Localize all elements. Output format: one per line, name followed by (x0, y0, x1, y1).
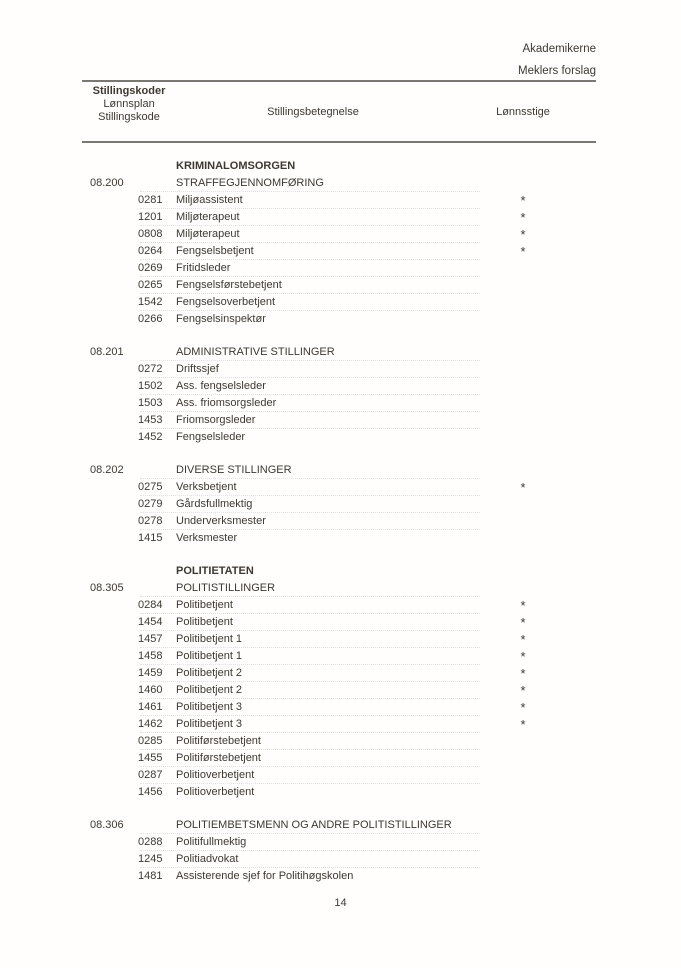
position-row (82, 648, 596, 665)
position-title-cell: Politibetjent 2 (176, 684, 243, 696)
lonnsstige-cell (450, 158, 596, 175)
plan-section (82, 344, 596, 446)
position-row (82, 361, 596, 378)
asterisk-marker: * (520, 244, 526, 259)
plan-code-cell (82, 733, 138, 750)
plan-code-cell (82, 294, 138, 311)
lonnsstige-cell (450, 530, 596, 547)
position-row (82, 784, 596, 801)
position-code-cell: 0808 (138, 228, 163, 240)
position-code-cell (138, 158, 176, 175)
header-lonnsplan-label: Lønnsplan (103, 98, 155, 110)
position-row (82, 311, 596, 328)
position-code-cell: 1245 (138, 853, 163, 865)
position-title-cell: Driftssjef (176, 363, 219, 375)
position-row (82, 834, 596, 851)
position-title-cell: Verksbetjent (176, 481, 237, 493)
plan-section (82, 462, 596, 547)
position-code-cell: 0287 (138, 769, 163, 781)
lonnsstige-cell (450, 361, 596, 378)
position-row (82, 750, 596, 767)
plan-section (82, 563, 596, 801)
position-code-cell: 1415 (138, 532, 163, 544)
position-code-cell: 0266 (138, 313, 163, 325)
position-code-cell: 1481 (138, 870, 163, 882)
proposal-label: Meklers forslag (518, 65, 596, 77)
position-row (82, 682, 596, 699)
position-title-cell: Politioverbetjent (176, 786, 255, 798)
plan-code-cell (82, 479, 138, 496)
position-code-cell: 1454 (138, 616, 163, 628)
position-code-cell: 1452 (138, 431, 163, 443)
asterisk-marker: * (520, 666, 526, 681)
position-row (82, 665, 596, 682)
asterisk-marker: * (520, 683, 526, 698)
plan-code-cell (82, 378, 138, 395)
position-row (82, 851, 596, 868)
position-code-cell: 1456 (138, 786, 163, 798)
lonnsstige-cell (450, 767, 596, 784)
position-code-cell: 1455 (138, 752, 163, 764)
plan-code-cell (82, 665, 138, 682)
position-title-cell: Politibetjent 3 (176, 701, 243, 713)
plan-code-cell (82, 750, 138, 767)
lonnsstige-cell (450, 834, 596, 851)
lonnsstige-cell (450, 851, 596, 868)
lonnsstige-cell (450, 784, 596, 801)
plan-code-cell (82, 597, 138, 614)
position-title-cell: Miljøassistent (176, 194, 243, 206)
lonnsstige-cell (450, 429, 596, 446)
position-code-cell: 1453 (138, 414, 163, 426)
lonnsstige-cell (450, 563, 596, 580)
position-row (82, 767, 596, 784)
position-row (82, 733, 596, 750)
position-title-cell: Politibetjent 3 (176, 718, 243, 730)
position-title-cell: Ass. friomsorgsleder (176, 397, 277, 409)
asterisk-marker: * (520, 649, 526, 664)
position-title-cell: Miljøterapeut (176, 228, 240, 240)
lonnsstige-cell (450, 344, 596, 361)
asterisk-marker: * (520, 632, 526, 647)
position-title-cell: Politioverbetjent (176, 769, 255, 781)
column-header-stillingskoder (82, 82, 176, 141)
plan-heading-row (82, 175, 596, 192)
position-code-cell: 1457 (138, 633, 163, 645)
position-code-cell: 0288 (138, 836, 163, 848)
plan-code-cell (82, 243, 138, 260)
position-code-cell: 1458 (138, 650, 163, 662)
position-title-cell: STRAFFEGJENNOMFØRING (176, 177, 324, 189)
position-row (82, 277, 596, 294)
position-code-cell (138, 563, 176, 580)
plan-code-cell (82, 429, 138, 446)
asterisk-marker: * (520, 227, 526, 242)
position-code-cell (138, 175, 176, 192)
position-code-cell: 0272 (138, 363, 163, 375)
plan-code-cell (82, 412, 138, 429)
position-row (82, 530, 596, 547)
position-row (82, 716, 596, 733)
position-title-cell: Fengselsbetjent (176, 245, 254, 257)
column-header-lonnsstige: Lønnsstige (496, 105, 550, 118)
position-code-cell: 1502 (138, 380, 163, 392)
lonnsstige-cell (450, 733, 596, 750)
position-code-cell (138, 462, 176, 479)
plan-code-cell (82, 784, 138, 801)
table-body (82, 143, 596, 885)
position-row (82, 614, 596, 631)
lonnsstige-cell (450, 378, 596, 395)
plan-code-cell (82, 311, 138, 328)
position-title-cell: Politibetjent 2 (176, 667, 243, 679)
position-code-cell: 0281 (138, 194, 163, 206)
plan-code-cell: 08.202 (90, 464, 124, 476)
position-title-cell: Politiadvokat (176, 853, 239, 865)
position-code-cell: 1461 (138, 701, 163, 713)
group-title-row (82, 563, 596, 580)
lonnsstige-cell (450, 395, 596, 412)
position-row (82, 226, 596, 243)
position-title-cell: Politibetjent 1 (176, 650, 243, 662)
plan-code-cell: 08.200 (90, 177, 124, 189)
position-title-cell: Politibetjent 1 (176, 633, 243, 645)
lonnsstige-cell (450, 462, 596, 479)
position-code-cell: 0278 (138, 515, 163, 527)
position-row (82, 209, 596, 226)
position-title-cell: Politibetjent (176, 599, 233, 611)
position-row (82, 597, 596, 614)
plan-code-cell (82, 868, 138, 885)
plan-heading-row (82, 580, 596, 597)
plan-code-cell (82, 226, 138, 243)
position-title-cell: Fengselsførstebetjent (176, 279, 282, 291)
position-code-cell: 0284 (138, 599, 163, 611)
position-code-cell: 0285 (138, 735, 163, 747)
position-row (82, 395, 596, 412)
page-footer (0, 897, 681, 909)
position-code-cell (138, 580, 176, 597)
lonnsstige-cell (450, 175, 596, 192)
plan-code-cell (82, 277, 138, 294)
header-stillingskode-label: Stillingskode (98, 111, 160, 123)
asterisk-marker: * (520, 210, 526, 225)
plan-heading-row (82, 462, 596, 479)
lonnsstige-cell (450, 750, 596, 767)
position-code-cell (138, 817, 176, 834)
position-title-cell: DIVERSE STILLINGER (176, 464, 292, 476)
table-header (82, 80, 596, 143)
position-title-cell: Underverksmester (176, 515, 266, 527)
header-stillingskoder-title: Stillingskoder (92, 85, 166, 97)
plan-section (82, 158, 596, 328)
asterisk-marker: * (520, 717, 526, 732)
document-corner-header (518, 38, 596, 82)
position-row (82, 631, 596, 648)
position-row (82, 513, 596, 530)
position-code-cell: 0275 (138, 481, 163, 493)
plan-code-cell (82, 648, 138, 665)
position-title-cell: Politibetjent (176, 616, 233, 628)
position-row (82, 192, 596, 209)
plan-code-cell (82, 192, 138, 209)
plan-code-cell (82, 834, 138, 851)
plan-heading-row (82, 817, 596, 834)
position-title-cell: Politifullmektig (176, 836, 247, 848)
position-code-cell: 1459 (138, 667, 163, 679)
plan-code-cell: 08.305 (90, 582, 124, 594)
position-title-cell: Assisterende sjef for Politihøgskolen (176, 870, 354, 882)
position-code-cell: 1503 (138, 397, 163, 409)
position-title-cell: POLITIETATEN (176, 565, 254, 577)
lonnsstige-cell (450, 412, 596, 429)
column-header-stillingsbetegnelse: Stillingsbetegnelse (267, 105, 359, 118)
plan-code-cell: 08.306 (90, 819, 124, 831)
plan-code-cell (82, 614, 138, 631)
plan-code-cell (82, 158, 138, 175)
position-row (82, 496, 596, 513)
position-title-cell: Fritidsleder (176, 262, 231, 274)
position-title-cell: Fengselsinspektør (176, 313, 266, 325)
position-code-cell: 0264 (138, 245, 163, 257)
plan-code-cell (82, 767, 138, 784)
plan-code-cell (82, 209, 138, 226)
position-title-cell: Fengselsoverbetjent (176, 296, 276, 308)
position-title-cell: Politiførstebetjent (176, 735, 261, 747)
position-code-cell: 1201 (138, 211, 163, 223)
position-row (82, 868, 596, 885)
position-row (82, 243, 596, 260)
position-code-cell: 1542 (138, 296, 163, 308)
position-title-cell: POLITISTILLINGER (176, 582, 276, 594)
plan-heading-row (82, 344, 596, 361)
org-name: Akademikerne (522, 43, 596, 55)
position-code-cell: 0269 (138, 262, 163, 274)
position-title-cell: KRIMINALOMSORGEN (176, 160, 296, 172)
asterisk-marker: * (520, 193, 526, 208)
lonnsstige-cell (450, 260, 596, 277)
plan-code-cell: 08.201 (90, 346, 124, 358)
position-code-cell (138, 344, 176, 361)
plan-code-cell (82, 851, 138, 868)
asterisk-marker: * (520, 480, 526, 495)
plan-code-cell (82, 260, 138, 277)
position-row (82, 294, 596, 311)
position-title-cell: Ass. fengselsleder (176, 380, 266, 392)
page-number: 14 (334, 897, 347, 909)
position-code-cell: 1462 (138, 718, 163, 730)
position-title-cell: Fengselsleder (176, 431, 246, 443)
plan-code-cell (82, 496, 138, 513)
asterisk-marker: * (520, 700, 526, 715)
plan-code-cell (82, 563, 138, 580)
group-title-row (82, 158, 596, 175)
position-row (82, 378, 596, 395)
lonnsstige-cell (450, 277, 596, 294)
plan-code-cell (82, 699, 138, 716)
position-title-cell: Miljøterapeut (176, 211, 240, 223)
position-title-cell: Politiførstebetjent (176, 752, 261, 764)
position-title-cell: Verksmester (176, 532, 238, 544)
plan-code-cell (82, 631, 138, 648)
position-row (82, 412, 596, 429)
lonnsstige-cell (450, 868, 596, 885)
lonnsstige-cell (450, 580, 596, 597)
position-title-cell: Gårdsfullmektig (176, 498, 253, 510)
position-row (82, 699, 596, 716)
position-row (82, 429, 596, 446)
plan-code-cell (82, 682, 138, 699)
lonnsstige-cell (450, 311, 596, 328)
position-title-cell: ADMINISTRATIVE STILLINGER (176, 346, 335, 358)
lonnsstige-cell (450, 817, 596, 834)
position-row (82, 479, 596, 496)
position-row (82, 260, 596, 277)
plan-code-cell (82, 530, 138, 547)
lonnsstige-cell (450, 496, 596, 513)
lonnsstige-cell (450, 513, 596, 530)
plan-code-cell (82, 513, 138, 530)
lonnsstige-cell (450, 294, 596, 311)
plan-code-cell (82, 395, 138, 412)
plan-section (82, 817, 596, 885)
asterisk-marker: * (520, 598, 526, 613)
plan-code-cell (82, 361, 138, 378)
position-code-cell: 1460 (138, 684, 163, 696)
position-title-cell: POLITIEMBETSMENN OG ANDRE POLITISTILLINGER (176, 819, 452, 831)
position-code-cell: 0265 (138, 279, 163, 291)
plan-code-cell (82, 716, 138, 733)
position-code-cell: 0279 (138, 498, 163, 510)
position-title-cell: Friomsorgsleder (176, 414, 256, 426)
asterisk-marker: * (520, 615, 526, 630)
